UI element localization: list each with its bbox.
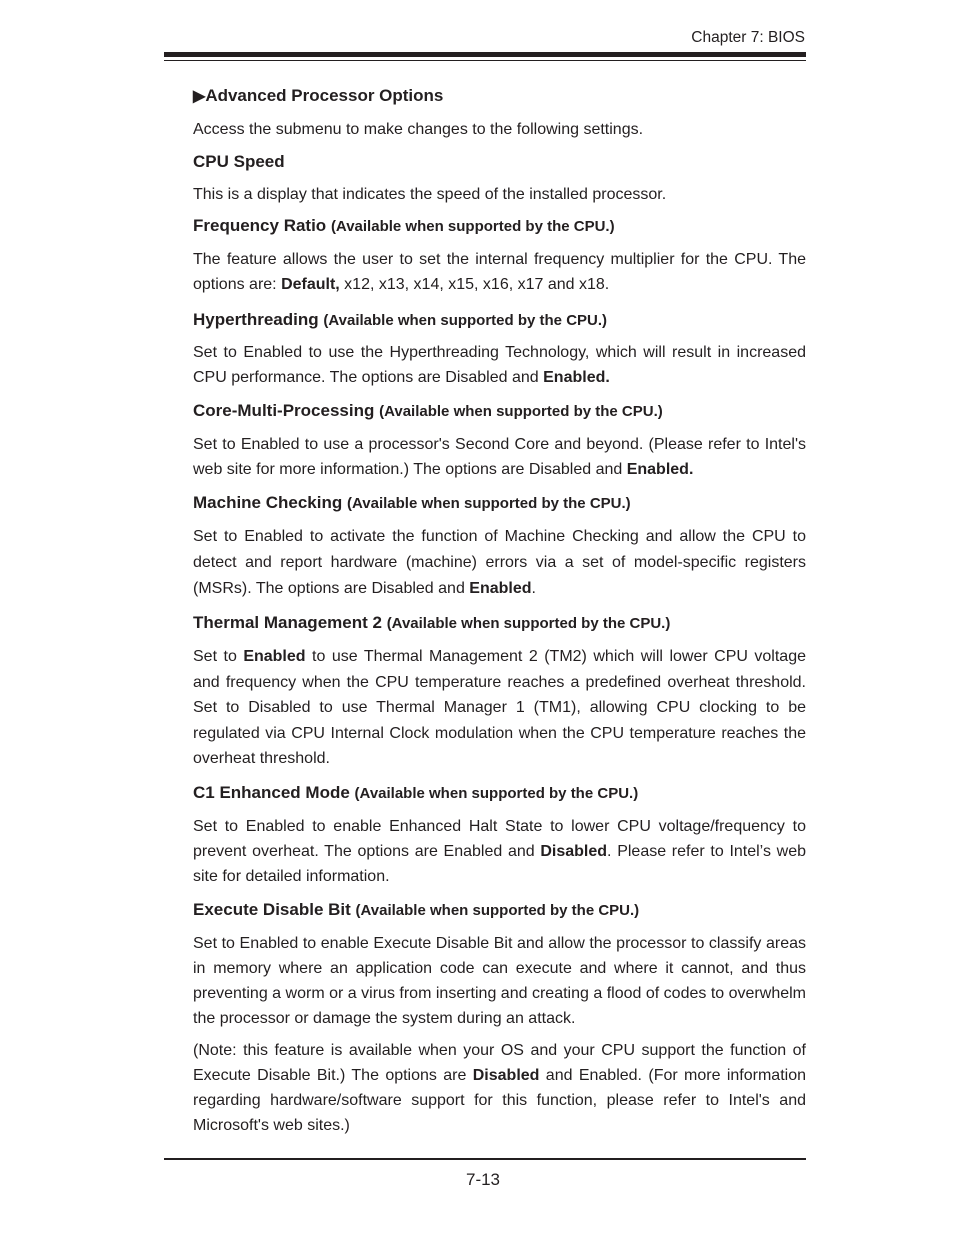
availability-note: (Available when supported by the CPU.) [386, 615, 671, 632]
paragraph-core-multi-processing: Set to Enabled to use a processor's Second Core and beyond. (Please refer to Intel's web site for more information.) The options are Disabled and Enabled. [193, 436, 806, 478]
section-heading-core-multi-processing [193, 401, 663, 421]
section-heading-hyperthreading [193, 310, 607, 330]
paragraph-cpu-speed: This is a display that indicates the speed of the installed processor. [193, 186, 667, 203]
paragraph-hyperthreading: Set to Enabled to use the Hyperthreading Technology, which will result in increased CPU performance. The options are Disabled and Enabled. [193, 344, 806, 386]
paragraph-frequency-ratio: The feature allows the user to set the internal frequency multiplier for the CPU. The options are: Default, x12, x13, x14, x15, x16, x17 and x18. [193, 251, 806, 293]
availability-note: (Available when supported by the CPU.) [355, 902, 640, 919]
page-number: 7-13 [465, 1170, 501, 1189]
paragraph-thermal-management-2: Set to Enabled to use Thermal Management 2 (TM2) which will lower CPU voltage and frequency when the CPU temperature reaches a predefined overheat threshold. Set to Disabled to use Thermal Manager 1 (TM1), allowing CPU clocking to be regulated via CPU Internal Clock modulation when the CPU temperature reaches the overheat threshold. [193, 648, 806, 768]
heading-title: Advanced Processor Options [205, 86, 444, 105]
section-heading-cpu-speed: CPU Speed [193, 152, 285, 171]
section-heading-thermal-management-2 [193, 613, 670, 633]
section-heading-frequency-ratio [193, 216, 615, 236]
section-heading-c1-enhanced-mode [193, 783, 638, 803]
section-heading-execute-disable-bit [193, 900, 639, 920]
heading-title: Machine Checking [193, 493, 343, 512]
paragraph-execute-disable-note: (Note: this feature is available when your OS and your CPU support the function of Execute Disable Bit.) The options are Disabled and Enabled. (For more information regarding hardware/software support for this function, please refer to Intel's and Microsoft's web sites.) [193, 1042, 806, 1134]
availability-note: (Available when supported by the CPU.) [330, 218, 615, 235]
section-heading-advanced-processor-options [193, 86, 443, 106]
paragraph-advanced-processor-options: Access the submenu to make changes to the following settings. [193, 121, 644, 138]
footer-rule [164, 1158, 806, 1160]
availability-note: (Available when supported by the CPU.) [347, 495, 631, 512]
header-rule-thin [164, 60, 806, 61]
paragraph-machine-checking: Set to Enabled to activate the function of Machine Checking and allow the CPU to detect and report hardware (machine) errors via a set of model-specific registers (MSRs). The options are Disabled and Enabled. [193, 528, 806, 597]
heading-title: C1 Enhanced Mode [193, 783, 350, 802]
heading-title: Frequency Ratio [193, 216, 327, 235]
heading-title: Execute Disable Bit [193, 900, 351, 919]
availability-note: (Available when supported by the CPU.) [379, 403, 663, 420]
submenu-arrow-icon: ▶ [193, 88, 206, 105]
heading-title: Core-Multi-Processing [193, 401, 375, 420]
availability-note: (Available when supported by the CPU.) [323, 312, 608, 329]
availability-note: (Available when supported by the CPU.) [354, 785, 639, 802]
section-heading-machine-checking [193, 493, 631, 513]
heading-title: Thermal Management 2 [193, 613, 382, 632]
header-rule-thick [164, 52, 806, 57]
chapter-header: Chapter 7: BIOS [691, 29, 805, 46]
paragraph-execute-disable-bit: Set to Enabled to enable Execute Disable Bit and allow the processor to classify areas in memory where an application code can execute and where it cannot, and thus preventing a worm or a virus from inserting and creating a flood of codes to overwhelm the processor or damage the system during an attack. [193, 935, 806, 1027]
paragraph-c1-enhanced-mode: Set to Enabled to enable Enhanced Halt State to lower CPU voltage/frequency to prevent overheat. The options are Enabled and Disabled. Please refer to Intel’s web site for detailed information. [193, 818, 806, 885]
heading-title: Hyperthreading [193, 310, 319, 329]
